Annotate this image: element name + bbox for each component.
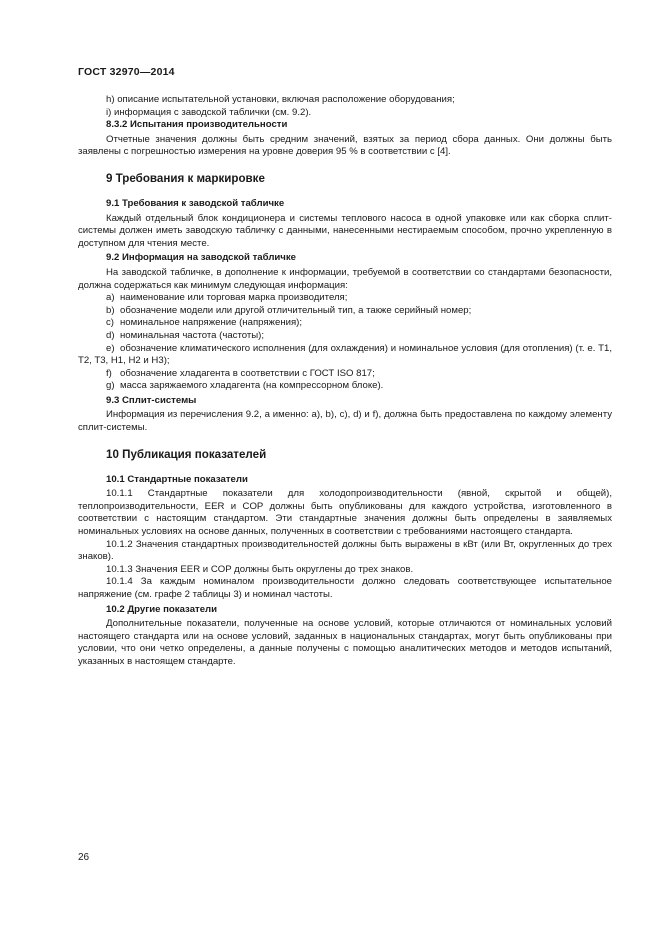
section-title-9: 9 Требования к маркировке	[106, 171, 265, 185]
list-item: b) обозначение модели или другой отличительный тип, а также серийный номер;	[106, 304, 472, 316]
subsection-title-8-3-2: 8.3.2 Испытания производительности	[106, 119, 288, 131]
list-item: c) номинальное напряжение (напряжения);	[106, 317, 303, 329]
list-item: d) номинальная частота (частоты);	[106, 329, 265, 341]
list-item: e) обозначение климатического исполнения (для охлаждения) и номинальное условия (для отопления) (т. е. T1, T2, T3, H1, H2 и H3);	[78, 342, 612, 367]
paragraph-10-1-1: 10.1.1 Стандартные показатели для холодопроизводительности (явной, скрытой и общей), теплопроизводительности, EER и COP должны быть опубликованы для каждого устройства, изготовленного в соответствии с настоящим стандартом. Эти стандартные значения должны быть определены в заявляемых номинальных условиях на основе данных, полученных в соответствии с требованиями настоящего стандарта.	[78, 488, 612, 538]
paragraph-10-1-4: 10.1.4 За каждым номиналом производительности должно следовать соответствующее испытательное напряжение (см. графе 2 таблицы 3) и номинал частоты.	[78, 576, 612, 600]
paragraph-9-2: На заводской табличке, в дополнение к информации, требуемой в соответствии со стандартами безопасности, должна содержаться как минимум следующая информация:	[78, 266, 612, 291]
subsection-title-9-1: 9.1 Требования к заводской табличке	[106, 197, 285, 209]
list-item-h: h) описание испытательной установки, включая расположение оборудования;	[106, 94, 455, 105]
page-number: 26	[78, 852, 90, 863]
list-item: g) масса заряжаемого хладагента (на компрессорном блоке).	[106, 380, 384, 392]
marking-list	[78, 292, 612, 393]
subsection-title-9-2: 9.2 Информация на заводской табличке	[106, 252, 297, 264]
paragraph-10-2: Дополнительные показатели, полученные на основе условий, которые отличаются от номинальных условий настоящего стандарта или на основе условий, заданных в национальных стандартах, могут быть опубликованы при условии, что они четко определены, а данные получены с помощью аналитических методов и методов испытаний, указанных в настоящем стандарте.	[78, 618, 612, 667]
subsection-title-10-1: 10.1 Стандартные показатели	[106, 473, 248, 485]
document-header: ГОСТ 32970—2014	[78, 66, 175, 78]
list-item: a) наименование или торговая марка производителя;	[106, 292, 348, 304]
paragraph-10-1-3: 10.1.3 Значения EER и COP должны быть округлены до трех знаков.	[106, 563, 414, 575]
document-body	[78, 94, 612, 669]
section-title-10: 10 Публикация показателей	[106, 447, 267, 461]
list-item-i: i) информация с заводской таблички (см. 9.2).	[106, 106, 312, 118]
paragraph-10-1-2: 10.1.2 Значения стандартных производительностей должны быть выражены в кВт (или Вт, округленных до трех знаков).	[78, 538, 612, 563]
subsection-title-10-2: 10.2 Другие показатели	[106, 603, 218, 615]
paragraph-8-3-2: Отчетные значения должны быть средним значений, взятых за период сбора данных. Они должны быть заявлены с погрешностью измерения на уровне доверия 95 % в соответствии с [4].	[78, 133, 612, 158]
paragraph-9-1: Каждый отдельный блок кондиционера и системы теплового насоса в одной упаковке или как сборка сплит-системы должен иметь заводскую табличку с данными, нанесенными нестираемым способом, прочно укрепленную в доступном для чтения месте.	[78, 212, 612, 249]
subsection-title-9-3: 9.3 Сплит-системы	[106, 394, 197, 406]
list-item: f) обозначение хладагента в соответствии с ГОСТ ISO 817;	[106, 367, 375, 379]
paragraph-9-3: Информация из перечисления 9.2, а именно: a), b), c), d) и f), должна быть предоставлена по каждому элементу сплит-системы.	[78, 409, 612, 434]
